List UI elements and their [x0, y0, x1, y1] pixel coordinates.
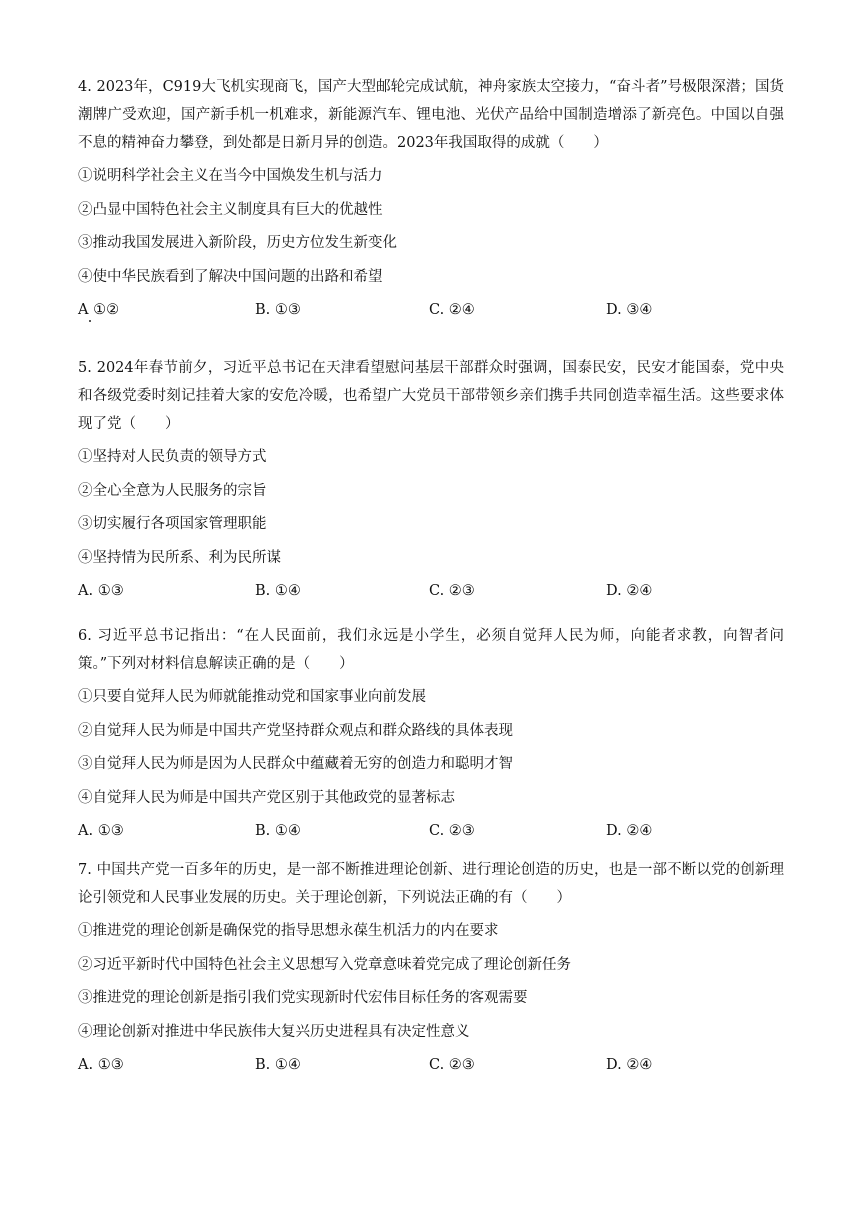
answer-choices — [78, 577, 784, 605]
answer-choices — [78, 1051, 784, 1079]
statement-1: ①说明科学社会主义在当今中国焕发生机与活力 — [78, 168, 383, 184]
choice-a[interactable]: A. ①③ — [78, 583, 124, 599]
answer-choices — [78, 296, 784, 324]
choice-c[interactable]: C. ②③ — [429, 823, 475, 839]
choice-c[interactable]: C. ②③ — [429, 1057, 475, 1073]
question-stem: 4. 2023年，C919大飞机实现商飞，国产大型邮轮完成试航，神舟家族太空接力，“奋斗者”号极限深潜；国货潮牌广受欢迎，国产新手机一机难求，新能源汽车、锂电池、光伏产品给中国制造增添了新亮色。中国以自强不息的精神奋力攀登，到处都是日新月异的创造。2023年我国取得的成就（ ） — [78, 79, 784, 151]
choice-d[interactable]: D. ②④ — [606, 583, 653, 599]
statement-1: ①推进党的理论创新是确保党的指导思想永葆生机活力的内在要求 — [78, 923, 499, 939]
choice-d[interactable]: D. ②④ — [606, 823, 653, 839]
answer-choices — [78, 817, 784, 845]
statement-4: ④理论创新对推进中华民族伟大复兴历史进程具有决定性意义 — [78, 1023, 470, 1040]
statement-2: ②自觉拜人民为师是中国共产党坚持群众观点和群众路线的具体表现 — [78, 722, 513, 739]
question-stem: 7. 中国共产党一百多年的历史，是一部不断推进理论创新、进行理论创造的历史，也是一部不断以党的创新理论引领党和人民事业发展的历史。关于理论创新，下列说法正确的有（ ） — [78, 862, 784, 906]
choice-d[interactable]: D. ③④ — [606, 302, 653, 318]
statement-2: ②凸显中国特色社会主义制度具有巨大的优越性 — [78, 201, 383, 218]
choice-b[interactable]: B. ①④ — [255, 823, 301, 839]
choice-a[interactable]: A. ①③ — [78, 1057, 124, 1073]
statement-1: ①坚持对人民负责的领导方式 — [78, 449, 267, 465]
statement-3: ③推进党的理论创新是指引我们党实现新时代宏伟目标任务的客观需要 — [78, 990, 528, 1006]
statement-1: ①只要自觉拜人民为师就能推动党和国家事业向前发展 — [78, 689, 426, 705]
question-stem: 6. 习近平总书记指出：“在人民面前，我们永远是小学生，必须自觉拜人民为师，向能者求教，向智者问策。”下列对材料信息解读正确的是（ ） — [78, 628, 784, 672]
stray-dot — [89, 320, 91, 322]
choice-b[interactable]: B. ①③ — [255, 302, 301, 318]
choice-c[interactable]: C. ②③ — [429, 583, 475, 599]
choice-b[interactable]: B. ①④ — [255, 583, 301, 599]
statement-3: ③自觉拜人民为师是因为人民群众中蕴藏着无穷的创造力和聪明才智 — [78, 756, 513, 772]
choice-b[interactable]: B. ①④ — [255, 1057, 301, 1073]
statement-2: ②习近平新时代中国特色社会主义思想写入党章意味着党完成了理论创新任务 — [78, 956, 571, 973]
choice-d[interactable]: D. ②④ — [606, 1057, 653, 1073]
choice-a[interactable]: A ①② — [78, 302, 120, 318]
statement-4: ④坚持情为民所系、利为民所谋 — [78, 549, 281, 566]
statement-2: ②全心全意为人民服务的宗旨 — [78, 482, 267, 499]
statement-4: ④使中华民族看到了解决中国问题的出路和希望 — [78, 268, 383, 285]
question-5 — [78, 354, 784, 605]
choice-a[interactable]: A. ①③ — [78, 823, 124, 839]
statement-3: ③推动我国发展进入新阶段，历史方位发生新变化 — [78, 235, 397, 251]
question-stem: 5. 2024年春节前夕，习近平总书记在天津看望慰问基层干部群众时强调，国泰民安，民安才能国泰，党中央和各级党委时刻记挂着大家的安危冷暖，也希望广大党员干部带领乡亲们携手共同创造幸福生活。这些要求体现了党（ ） — [78, 360, 784, 432]
question-6 — [78, 622, 784, 845]
statement-3: ③切实履行各项国家管理职能 — [78, 516, 267, 532]
question-7 — [78, 856, 784, 1079]
choice-c[interactable]: C. ②④ — [429, 302, 475, 318]
statement-4: ④自觉拜人民为师是中国共产党区别于其他政党的显著标志 — [78, 789, 455, 806]
question-4 — [78, 73, 784, 324]
